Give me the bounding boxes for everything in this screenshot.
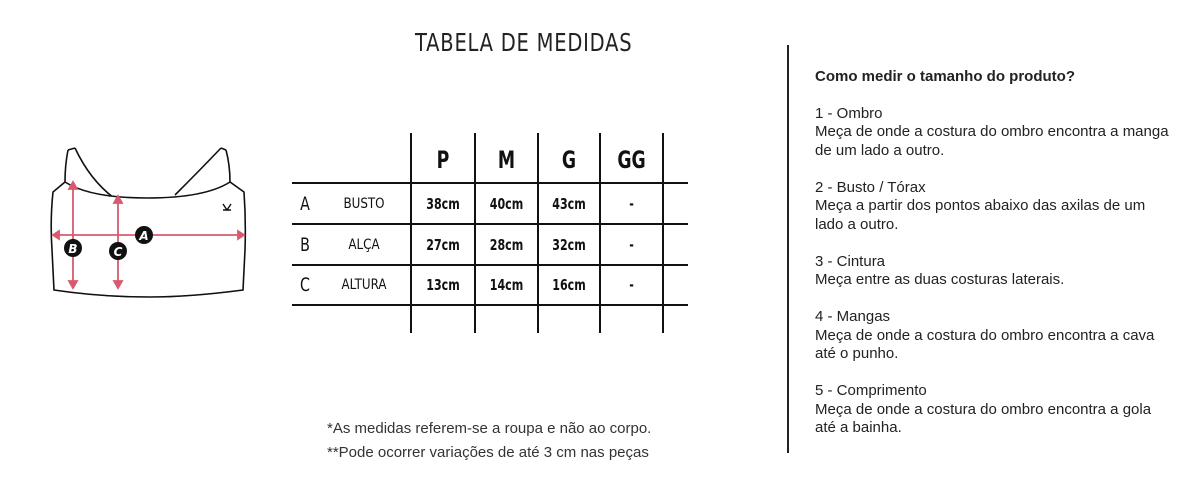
table-cell: 16cm	[552, 276, 586, 294]
measurement-guide	[815, 68, 1175, 456]
step-text: Meça de onde a costura do ombro encontra a gola até a bainha.	[815, 400, 1152, 436]
size-header-p: P	[436, 146, 450, 174]
row-name: BUSTO	[343, 195, 385, 212]
step-label: 3 - Cintura	[815, 252, 886, 270]
guide-step	[815, 179, 1175, 235]
guide-step	[815, 308, 1175, 364]
guide-title: Como medir o tamanho do produto?	[815, 68, 1075, 85]
size-header-gg: GG	[617, 146, 646, 174]
footnote-1: *As medidas referem-se a roupa e não ao corpo.	[327, 420, 652, 437]
table-cell: 13cm	[426, 276, 460, 294]
step-label: 4 - Mangas	[815, 308, 891, 325]
step-text: Meça entre as duas costuras laterais.	[815, 271, 1065, 288]
page-title: TABELA DE MEDIDAS	[415, 28, 633, 57]
svg-text:A: A	[139, 229, 149, 243]
step-label: 1 - Ombro	[815, 104, 883, 122]
guide-step	[815, 382, 1175, 438]
table-cell: 32cm	[552, 235, 586, 254]
table-cell: -	[629, 235, 634, 254]
table-cell: 28cm	[489, 235, 524, 254]
divider	[787, 45, 789, 453]
guide-step	[815, 253, 1175, 290]
table-cell: -	[629, 276, 634, 294]
step-label: 5 - Comprimento	[815, 382, 927, 399]
table-cell: 38cm	[426, 194, 460, 213]
step-text: Meça a partir dos pontos abaixo das axilas de um lado a outro.	[815, 197, 1146, 233]
size-table	[0, 0, 700, 340]
row-name: ALÇA	[348, 236, 380, 253]
step-text: Meça de onde a costura do ombro encontra a cava até o punho.	[815, 326, 1155, 362]
row-letter: A	[300, 192, 310, 215]
svg-text:B: B	[68, 242, 78, 256]
row-letter: C	[300, 274, 310, 296]
size-header-g: G	[561, 146, 577, 174]
table-cell: -	[629, 194, 634, 213]
table-cell: 43cm	[552, 194, 586, 213]
table-cell: 14cm	[489, 276, 524, 294]
guide-step	[815, 105, 1175, 161]
footnote-2: **Pode ocorrer variações de até 3 cm nas peças	[327, 444, 649, 461]
table-cell: 27cm	[426, 235, 460, 254]
row-letter: B	[300, 233, 310, 256]
table-cell: 40cm	[489, 194, 524, 213]
step-label: 2 - Busto / Tórax	[815, 178, 926, 196]
step-text: Meça de onde a costura do ombro encontra a manga de um lado a outro.	[815, 123, 1169, 159]
svg-text:C: C	[113, 245, 123, 259]
size-header-m: M	[497, 146, 516, 174]
footnotes	[327, 417, 651, 465]
row-name: ALTURA	[341, 277, 387, 293]
